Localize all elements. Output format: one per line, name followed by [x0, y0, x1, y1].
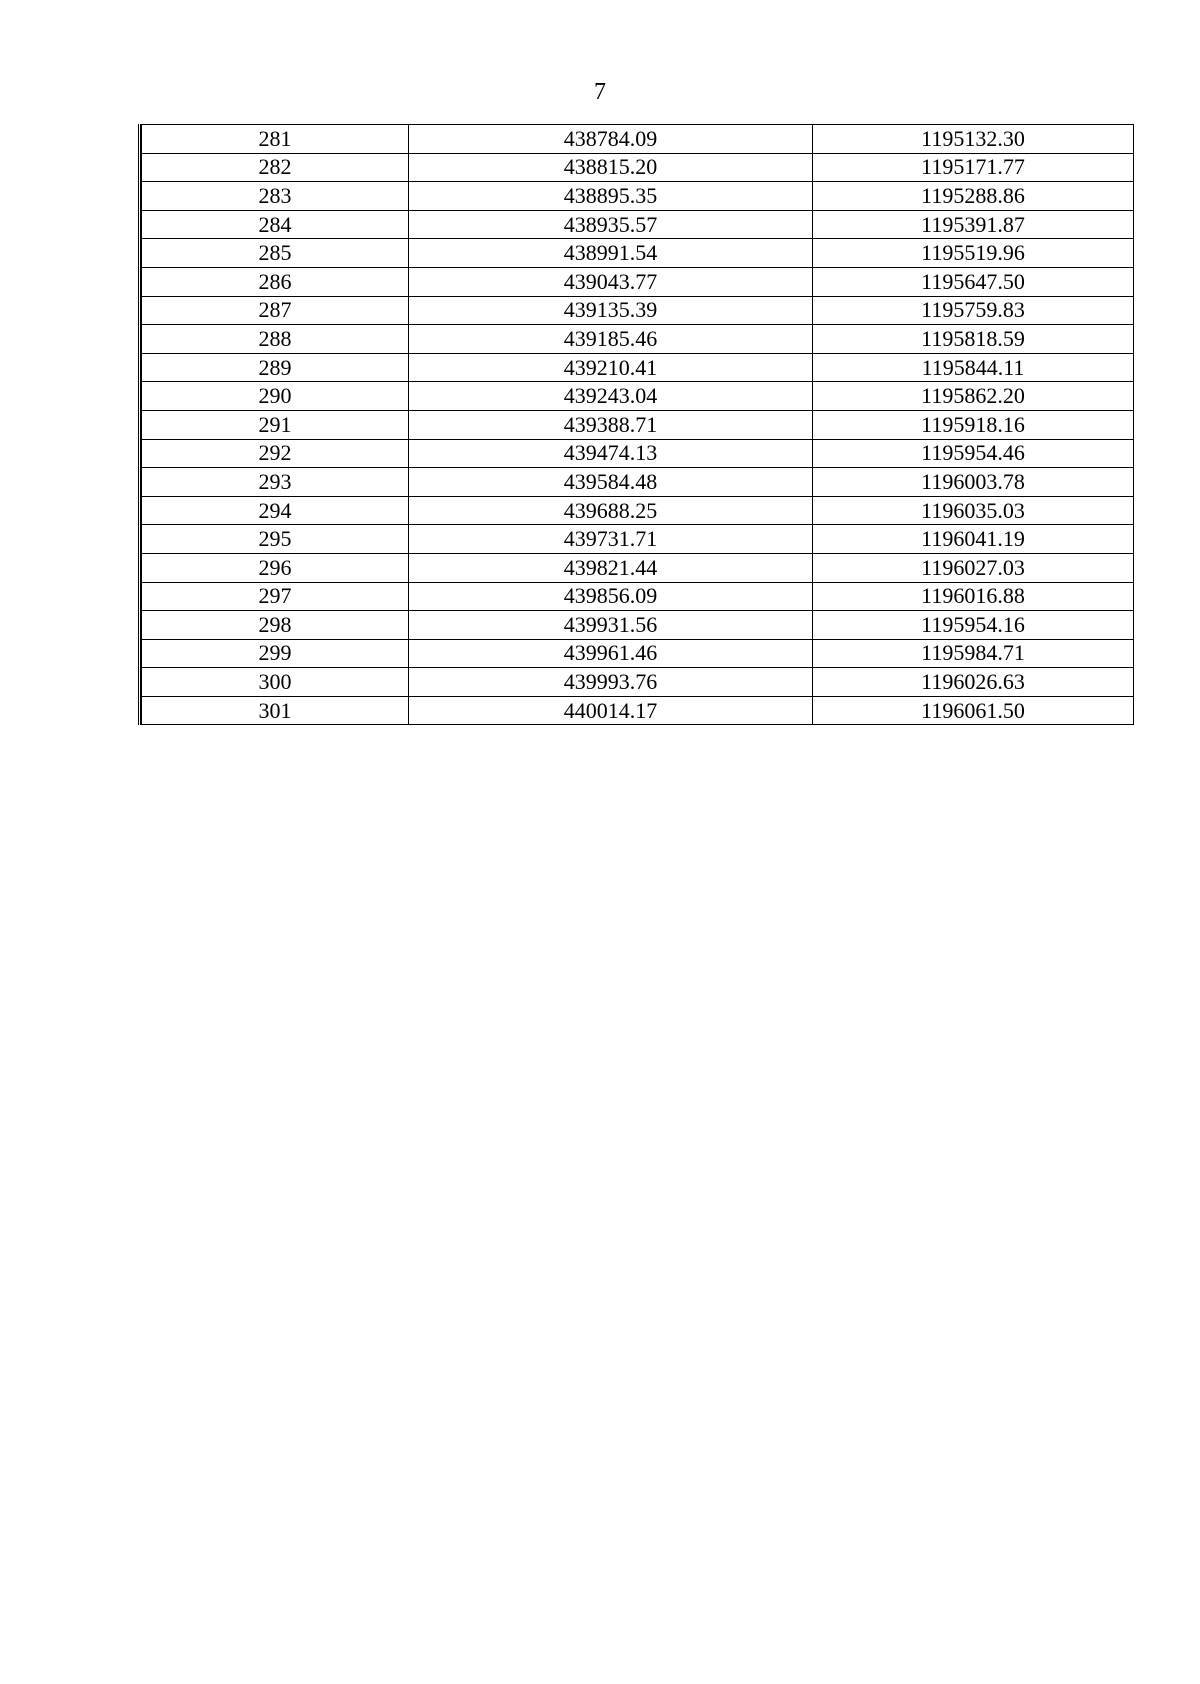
table-row	[142, 639, 1134, 668]
table-row	[142, 553, 1134, 582]
point-number-cell: 301	[142, 696, 409, 725]
point-number-cell: 285	[142, 239, 409, 268]
point-number-cell: 288	[142, 325, 409, 354]
x-coordinate-cell: 438784.09	[409, 125, 813, 154]
point-number-cell: 297	[142, 582, 409, 611]
y-coordinate-cell: 1196016.88	[813, 582, 1134, 611]
table-body	[142, 125, 1134, 725]
table-row	[142, 353, 1134, 382]
point-number-cell: 294	[142, 496, 409, 525]
point-number-cell: 281	[142, 125, 409, 154]
page-number: 7	[594, 79, 606, 105]
table-row	[142, 210, 1134, 239]
point-number-cell: 290	[142, 382, 409, 411]
x-coordinate-cell: 438815.20	[409, 153, 813, 182]
x-coordinate-cell: 438895.35	[409, 182, 813, 211]
x-coordinate-cell: 439961.46	[409, 639, 813, 668]
table-row	[142, 125, 1134, 154]
table-row	[142, 239, 1134, 268]
x-coordinate-cell: 439135.39	[409, 296, 813, 325]
x-coordinate-cell: 439185.46	[409, 325, 813, 354]
x-coordinate-cell: 438935.57	[409, 210, 813, 239]
y-coordinate-cell: 1196061.50	[813, 696, 1134, 725]
y-coordinate-cell: 1195391.87	[813, 210, 1134, 239]
point-number-cell: 286	[142, 267, 409, 296]
point-number-cell: 287	[142, 296, 409, 325]
y-coordinate-cell: 1196026.63	[813, 668, 1134, 697]
table-row	[142, 496, 1134, 525]
coordinates-table-container	[138, 124, 1133, 725]
x-coordinate-cell: 439584.48	[409, 468, 813, 497]
point-number-cell: 292	[142, 439, 409, 468]
y-coordinate-cell: 1196035.03	[813, 496, 1134, 525]
y-coordinate-cell: 1195818.59	[813, 325, 1134, 354]
x-coordinate-cell: 438991.54	[409, 239, 813, 268]
point-number-cell: 295	[142, 525, 409, 554]
table-row	[142, 468, 1134, 497]
table-row	[142, 439, 1134, 468]
point-number-cell: 289	[142, 353, 409, 382]
x-coordinate-cell: 439993.76	[409, 668, 813, 697]
y-coordinate-cell: 1195132.30	[813, 125, 1134, 154]
x-coordinate-cell: 440014.17	[409, 696, 813, 725]
x-coordinate-cell: 439243.04	[409, 382, 813, 411]
y-coordinate-cell: 1195954.46	[813, 439, 1134, 468]
y-coordinate-cell: 1195288.86	[813, 182, 1134, 211]
point-number-cell: 298	[142, 611, 409, 640]
x-coordinate-cell: 439688.25	[409, 496, 813, 525]
point-number-cell: 293	[142, 468, 409, 497]
table-row	[142, 525, 1134, 554]
y-coordinate-cell: 1195171.77	[813, 153, 1134, 182]
point-number-cell: 299	[142, 639, 409, 668]
table-row	[142, 296, 1134, 325]
table-row	[142, 382, 1134, 411]
table-row	[142, 410, 1134, 439]
point-number-cell: 282	[142, 153, 409, 182]
table-row	[142, 582, 1134, 611]
table-row	[142, 668, 1134, 697]
x-coordinate-cell: 439731.71	[409, 525, 813, 554]
point-number-cell: 296	[142, 553, 409, 582]
table-row	[142, 267, 1134, 296]
y-coordinate-cell: 1196027.03	[813, 553, 1134, 582]
point-number-cell: 291	[142, 410, 409, 439]
x-coordinate-cell: 439474.13	[409, 439, 813, 468]
x-coordinate-cell: 439931.56	[409, 611, 813, 640]
x-coordinate-cell: 439043.77	[409, 267, 813, 296]
coordinates-table	[141, 124, 1134, 725]
point-number-cell: 283	[142, 182, 409, 211]
x-coordinate-cell: 439210.41	[409, 353, 813, 382]
y-coordinate-cell: 1195647.50	[813, 267, 1134, 296]
x-coordinate-cell: 439856.09	[409, 582, 813, 611]
table-row	[142, 611, 1134, 640]
y-coordinate-cell: 1195954.16	[813, 611, 1134, 640]
x-coordinate-cell: 439821.44	[409, 553, 813, 582]
x-coordinate-cell: 439388.71	[409, 410, 813, 439]
y-coordinate-cell: 1196041.19	[813, 525, 1134, 554]
y-coordinate-cell: 1195918.16	[813, 410, 1134, 439]
y-coordinate-cell: 1195984.71	[813, 639, 1134, 668]
point-number-cell: 300	[142, 668, 409, 697]
table-row	[142, 696, 1134, 725]
y-coordinate-cell: 1195844.11	[813, 353, 1134, 382]
y-coordinate-cell: 1195862.20	[813, 382, 1134, 411]
point-number-cell: 284	[142, 210, 409, 239]
table-row	[142, 153, 1134, 182]
y-coordinate-cell: 1195519.96	[813, 239, 1134, 268]
table-row	[142, 325, 1134, 354]
table-row	[142, 182, 1134, 211]
y-coordinate-cell: 1195759.83	[813, 296, 1134, 325]
y-coordinate-cell: 1196003.78	[813, 468, 1134, 497]
